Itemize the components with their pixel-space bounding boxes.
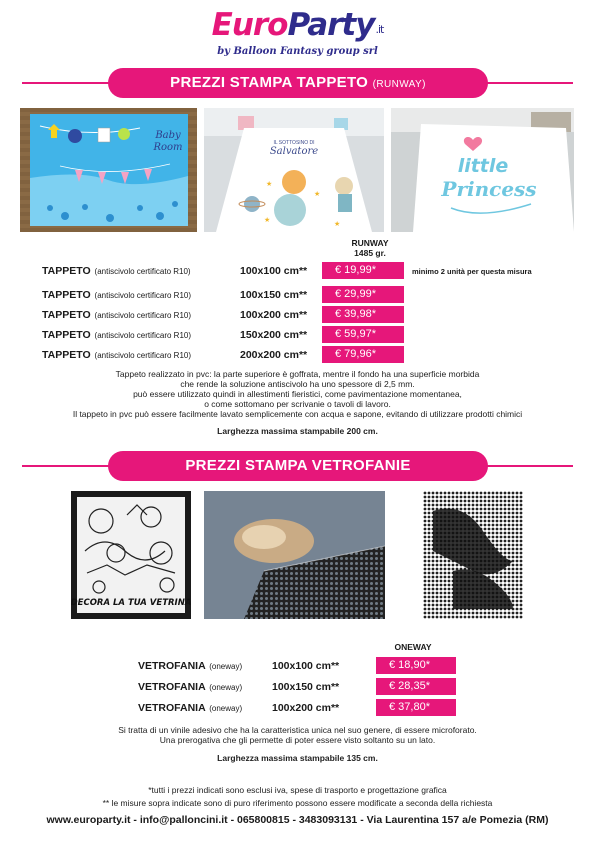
note-vat: *tutti i prezzi indicati sono esclusi iva, spese di trasporto e progettazione grafica — [148, 785, 447, 795]
window-illustration-perforated — [204, 491, 385, 619]
brand-logo — [0, 8, 595, 57]
rug-illustration-baby — [20, 108, 197, 232]
vetrofania-row — [0, 678, 595, 695]
rug-text-sottosino: IL SOTTOSINO DI — [273, 140, 315, 146]
price-notes — [0, 784, 595, 810]
product-price: € 29,99* — [322, 286, 404, 303]
product-name: VETROFANIA — [138, 681, 206, 693]
product-desc: (oneway) — [209, 662, 243, 671]
tappeto-row-name — [42, 309, 191, 321]
product-name: TAPPETO — [42, 289, 91, 301]
rug-text-princess: Princess — [441, 177, 537, 201]
tappeto-row — [0, 346, 595, 363]
product-price: € 37,80* — [376, 699, 456, 716]
vetrofania-row — [0, 699, 595, 716]
rug-photo-salvatore — [204, 108, 384, 232]
rug-text-baby: Baby — [155, 130, 181, 141]
runway-weight: 1485 gr. — [354, 248, 386, 258]
vetrofanie-title: PREZZI STAMPA VETROFANIE — [108, 451, 488, 481]
product-name: VETROFANIA — [138, 660, 206, 672]
window-photo-perforated — [204, 491, 385, 619]
product-name: TAPPETO — [42, 265, 91, 277]
logo-tld: .it — [375, 23, 384, 36]
tappeto-desc-line: che rende la soluzione antiscivolo ha uno spessore di 2,5 mm. — [180, 379, 415, 389]
rug-illustration-salvatore — [204, 108, 384, 232]
tappeto-row — [0, 286, 595, 303]
tappeto-desc-line: Il tappeto in pvc può essere facilmente lavato semplicemente con acqua e sapone, evitando di utilizzare prodotti chimici — [72, 409, 523, 419]
vetrofanie-banner — [0, 451, 595, 481]
product-desc: (antiscivolo certificaro R10) — [94, 331, 192, 340]
tappeto-row-name — [42, 289, 191, 301]
product-name: TAPPETO — [42, 309, 91, 321]
svg-text:★: ★ — [266, 181, 273, 188]
product-price: € 39,98* — [322, 306, 404, 323]
tappeto-title-small: (RUNWAY) — [372, 79, 426, 90]
rug-photo-baby-room — [20, 108, 197, 232]
product-desc: (antiscivolo certificaro R10) — [94, 311, 192, 320]
product-size: 100x200 cm** — [272, 702, 340, 714]
runway-label: RUNWAY — [351, 238, 389, 248]
product-desc: (oneway) — [209, 683, 243, 692]
window-photo-closeup — [423, 491, 523, 619]
product-price: € 79,96* — [322, 346, 404, 363]
tappeto-row-name — [42, 265, 191, 277]
window-illustration-closeup — [423, 491, 523, 619]
product-size: 100x200 cm** — [240, 309, 308, 321]
oneway-column-header: ONEWAY — [394, 642, 432, 652]
svg-text:★: ★ — [264, 217, 271, 224]
product-price: € 59,97* — [322, 326, 404, 343]
tappeto-row — [0, 306, 595, 323]
vetrofanie-desc-line: Una prerogativa che gli permette di poter essere visto soltanto su un lato. — [159, 735, 436, 745]
vetrofanie-description — [0, 725, 595, 745]
logo-wordmark — [0, 8, 595, 47]
product-note: minimo 2 unità per questa misura — [412, 267, 532, 276]
rug-photo-little-princess — [391, 108, 574, 232]
product-price: € 28,35* — [376, 678, 456, 695]
window-photo-decora — [71, 491, 191, 619]
vetrofania-row — [0, 657, 595, 674]
tappeto-row — [0, 262, 595, 279]
product-desc: (antiscivolo certificaro R10) — [94, 351, 192, 360]
vetrofania-row-name — [138, 660, 242, 672]
product-price: € 18,90* — [376, 657, 456, 674]
tappeto-desc-line: Tappeto realizzato in pvc: la parte superiore è goffrata, mentre il fondo ha una superficie morbida — [115, 369, 480, 379]
logo-party: Party — [287, 7, 375, 43]
tappeto-description — [0, 369, 595, 419]
tappeto-desc-line: o come sottomano per scrivanie o tavoli di lavoro. — [204, 399, 391, 409]
vetrofania-row-name — [138, 681, 242, 693]
product-desc: (oneway) — [209, 704, 243, 713]
product-name: VETROFANIA — [138, 702, 206, 714]
vetrofanie-max-width: Larghezza massima stampabile 135 cm. — [217, 753, 378, 763]
svg-text:★: ★ — [334, 221, 341, 228]
tappeto-row — [0, 326, 595, 343]
product-name: TAPPETO — [42, 329, 91, 341]
product-size: 100x150 cm** — [272, 681, 340, 693]
tappeto-title-main: PREZZI STAMPA TAPPETO — [170, 74, 369, 91]
tappeto-row-name — [42, 349, 191, 361]
window-illustration-decora — [71, 491, 191, 619]
logo-euro: Euro — [211, 7, 288, 43]
tappeto-row-name — [42, 329, 191, 341]
note-sizes: ** le misure sopra indicate sono di puro riferimento possono essere modificate a seconda della richiesta — [102, 798, 493, 808]
product-size: 150x200 cm** — [240, 329, 308, 341]
tappeto-max-width: Larghezza massima stampabile 200 cm. — [217, 426, 378, 436]
product-size: 100x150 cm** — [240, 289, 308, 301]
vetrofanie-desc-line: Si tratta di un vinile adesivo che ha la caratteristica unica nel suo genere, di essere microforato. — [118, 725, 477, 735]
product-price: € 19,99* — [322, 262, 404, 279]
product-size: 100x100 cm** — [240, 265, 308, 277]
rug-text-salvatore: Salvatore — [269, 146, 319, 157]
vetrofania-row-name — [138, 702, 242, 714]
contact-footer: www.europarty.it - info@palloncini.it - 065800815 - 3483093131 - Via Laurentina 157 a/e Pomezia (RM) — [46, 814, 549, 826]
runway-column-header — [338, 238, 402, 258]
product-desc: (antiscivolo certificaro R10) — [94, 291, 192, 300]
rug-text-little: little — [457, 155, 509, 177]
window-text-decora: DECORA LA TUA VETRINA — [71, 598, 191, 608]
rug-text-room: Room — [153, 142, 183, 153]
product-size: 100x100 cm** — [272, 660, 340, 672]
svg-text:★: ★ — [314, 191, 321, 198]
rug-illustration-princess — [391, 108, 574, 232]
product-desc: (antiscivolo certificato R10) — [94, 267, 191, 276]
product-size: 200x200 cm** — [240, 349, 308, 361]
tappeto-title — [108, 68, 488, 98]
tappeto-banner — [0, 68, 595, 98]
tappeto-desc-line: può essere utilizzato quindi in allestimenti fieristici, come pavimentazione momentanea, — [133, 389, 462, 399]
logo-subtitle: by Balloon Fantasy group srl — [217, 46, 378, 57]
product-name: TAPPETO — [42, 349, 91, 361]
